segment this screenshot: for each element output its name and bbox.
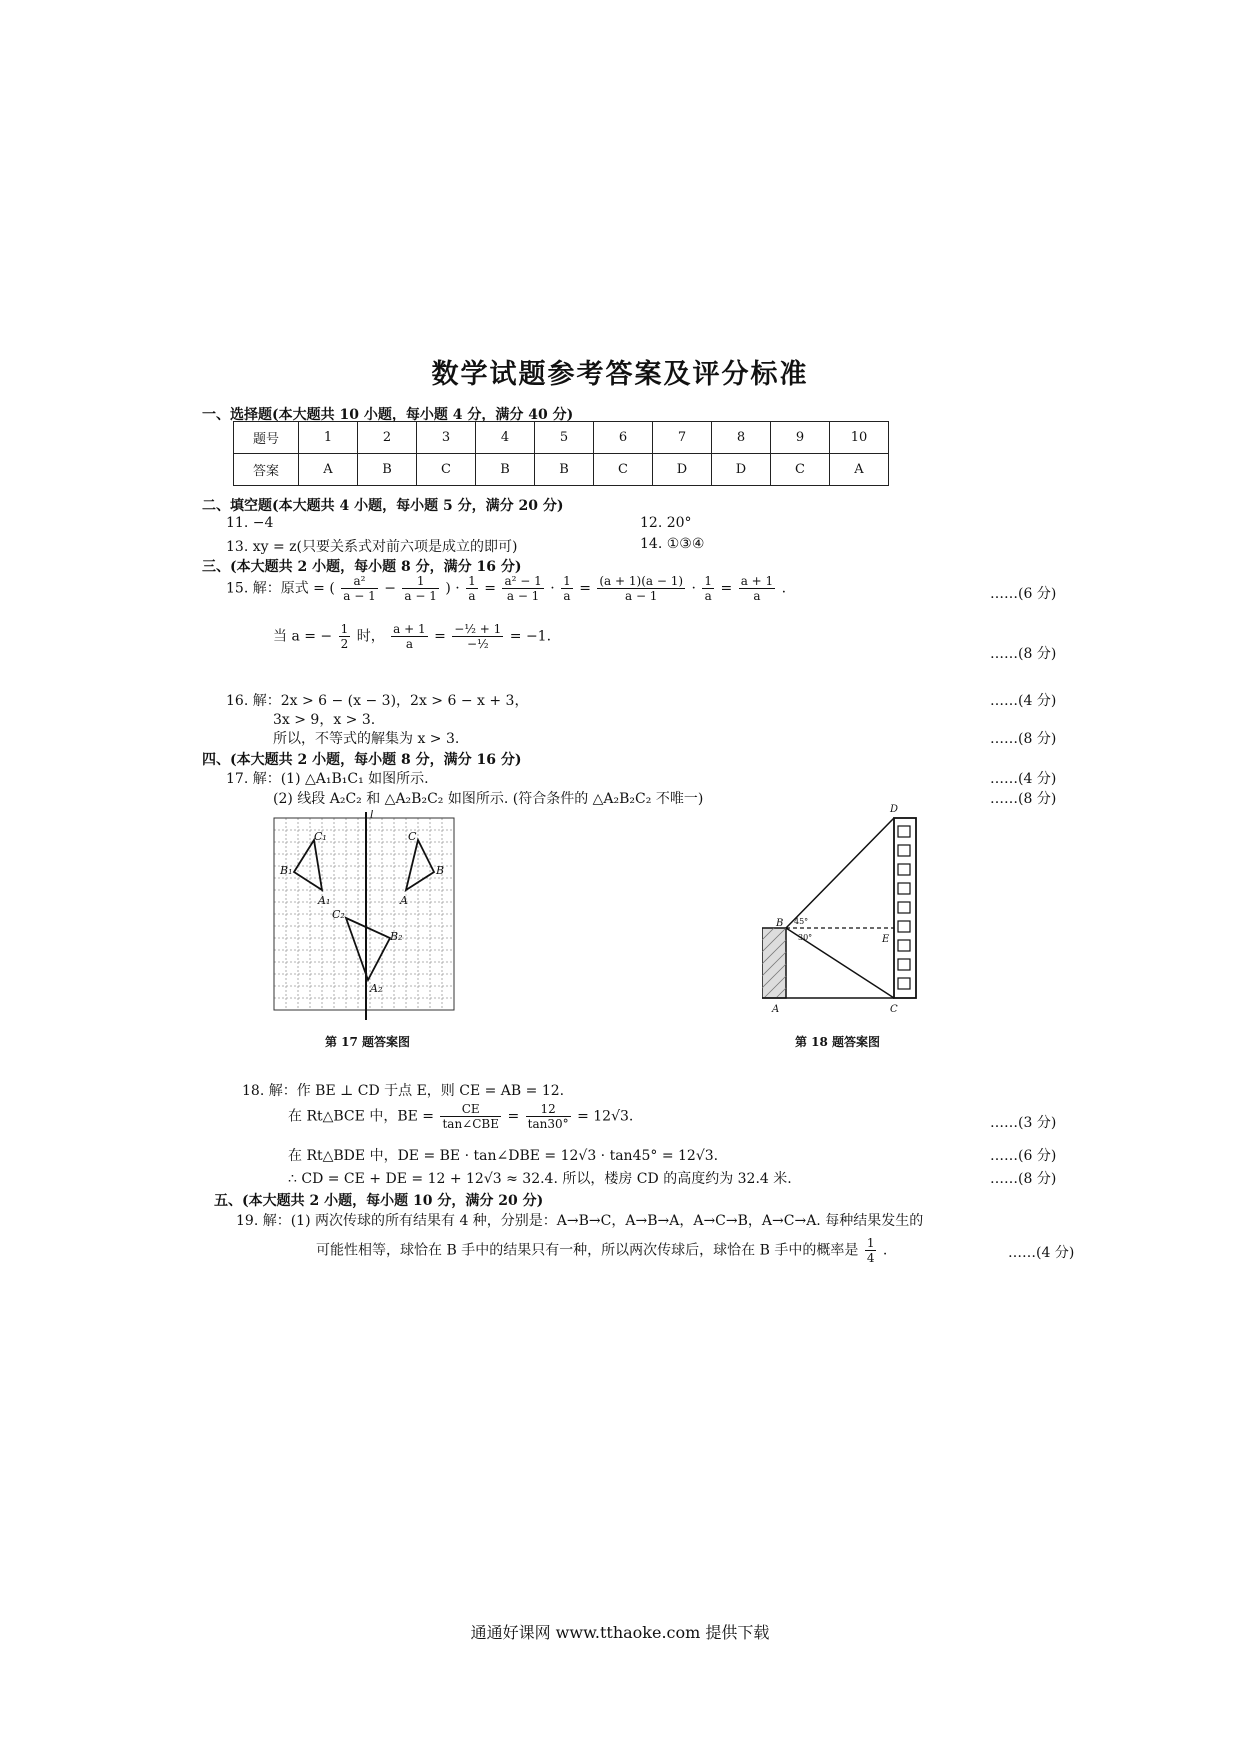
operator: · — [691, 580, 696, 597]
page-title: 数学试题参考答案及评分标准 — [431, 359, 809, 390]
answer-13: 13. xy = z(只要关系式对前六项是成立的即可) — [226, 539, 518, 555]
numerator: 1 — [468, 574, 476, 588]
q16-line-2: 3x > 9，x > 3. — [273, 712, 376, 728]
score-label: ……(4 分) — [1008, 1245, 1075, 1261]
answer-cell: D — [653, 454, 712, 486]
answer-12: 12. 20° — [640, 515, 692, 531]
denominator: a — [468, 589, 476, 603]
q15-line-2 — [273, 622, 551, 651]
label-c1: C₁ — [314, 830, 327, 843]
denominator: a — [704, 589, 712, 603]
denominator: 2 — [340, 637, 349, 651]
grid-lines — [274, 818, 454, 1010]
answer-14: 14. ①③④ — [640, 536, 705, 552]
fraction — [702, 574, 714, 603]
q18-line-4: ∴ CD = CE + DE = 12 + 12√3 ≈ 32.4. 所以，楼房 CD 的高度约为 32.4 米. — [288, 1171, 792, 1187]
numerator: −½ + 1 — [454, 622, 502, 636]
label-30deg: 30° — [798, 933, 813, 942]
label-b: B — [776, 918, 784, 929]
footer-credit: 通通好课网 www.tthaoke.com 提供下载 — [470, 1623, 770, 1642]
numerator: a + 1 — [393, 622, 426, 636]
label-a: A — [400, 894, 408, 907]
q18-l2-prefix: 在 Rt△BCE 中，BE = — [288, 1108, 435, 1125]
fraction — [466, 574, 478, 603]
q15-result: = −1. — [509, 628, 552, 645]
answer-cell: C — [771, 454, 830, 486]
fraction — [865, 1236, 877, 1265]
question-number-cell: 10 — [830, 422, 889, 454]
answer-cell: C — [417, 454, 476, 486]
score-label: ……(6 分) — [990, 586, 1057, 602]
figure-18-diagram — [762, 800, 942, 1020]
score-label: ……(6 分) — [990, 1148, 1057, 1164]
denominator: a — [405, 637, 413, 651]
score-label: ……(8 分) — [990, 791, 1057, 807]
q16-line-3: 所以，不等式的解集为 x > 3. — [273, 731, 460, 747]
table-header-cell: 答案 — [234, 454, 299, 486]
operator: − — [384, 580, 396, 597]
label-b: B — [436, 864, 445, 877]
period: . — [882, 1242, 888, 1259]
operator: = — [484, 580, 496, 597]
q17-line-2: (2) 线段 A₂C₂ 和 △A₂B₂C₂ 如图所示. (符合条件的 △A₂B₂C₂ 不唯一) — [273, 791, 704, 807]
q19-line-2 — [316, 1236, 887, 1265]
label-c: C — [408, 830, 417, 843]
score-label: ……(8 分) — [990, 731, 1057, 747]
label-a: A — [772, 1004, 780, 1015]
q18-line-3: 在 Rt△BDE 中，DE = BE · tan∠DBE = 12√3 · tan45° = 12√3. — [288, 1148, 719, 1164]
question-number-cell: 1 — [299, 422, 358, 454]
fraction — [391, 622, 427, 651]
numerator: 1 — [340, 622, 349, 636]
section-2-heading: 二、填空题(本大题共 4 小题，每小题 5 分，满分 20 分) — [202, 498, 564, 514]
score-label: ……(4 分) — [990, 771, 1057, 787]
answer-cell: B — [476, 454, 535, 486]
answer-cell: A — [299, 454, 358, 486]
triangle-a2b2c2 — [346, 918, 390, 980]
operator: · — [550, 580, 555, 597]
q15-when-text: 时， — [356, 628, 385, 645]
denominator: tan∠CBE — [442, 1117, 499, 1131]
fraction — [597, 574, 685, 603]
fraction — [502, 574, 543, 603]
score-label: ……(8 分) — [990, 646, 1057, 662]
denominator: a − 1 — [343, 589, 376, 603]
score-label: ……(3 分) — [990, 1115, 1057, 1131]
question-number-cell: 4 — [476, 422, 535, 454]
numerator: 1 — [563, 574, 571, 588]
q19-l2-text: 可能性相等，球恰在 B 手中的结果只有一种，所以两次传球后，球恰在 B 手中的概率是 — [316, 1242, 859, 1259]
denominator: −½ — [466, 637, 489, 651]
label-45deg: 45° — [794, 917, 809, 926]
numerator: a² — [341, 574, 377, 589]
label-b2: B₂ — [390, 930, 403, 943]
label-b1: B₁ — [280, 864, 293, 877]
answer-cell: C — [594, 454, 653, 486]
fraction — [440, 1102, 501, 1131]
fraction — [339, 622, 351, 651]
question-number-cell: 6 — [594, 422, 653, 454]
section-1-heading: 一、选择题(本大题共 10 小题，每小题 4 分，满分 40 分) — [202, 407, 574, 423]
numerator: (a + 1)(a − 1) — [599, 574, 684, 588]
section-4-heading: 四、(本大题共 2 小题，每小题 8 分，满分 16 分) — [202, 752, 522, 768]
denominator: a — [563, 589, 571, 603]
figure-18-caption: 第 18 题答案图 — [795, 1035, 881, 1049]
fraction — [739, 574, 775, 603]
figure-17-grid — [270, 810, 460, 1022]
numerator: a² − 1 — [504, 574, 542, 588]
label-a2: A₂ — [370, 982, 383, 995]
answer-11: 11. −4 — [226, 515, 274, 531]
q18-l2-suffix: = 12√3. — [577, 1108, 634, 1125]
label-a1: A₁ — [318, 894, 331, 907]
question-number-cell: 8 — [712, 422, 771, 454]
operator: = — [507, 1108, 520, 1125]
answer-cell: B — [535, 454, 594, 486]
score-label: ……(8 分) — [990, 1171, 1057, 1187]
answer-cell: D — [712, 454, 771, 486]
score-label: ……(4 分) — [990, 693, 1057, 709]
numerator: CE — [440, 1102, 501, 1117]
line-bd — [786, 818, 894, 928]
question-number-cell: 9 — [771, 422, 830, 454]
label-c: C — [890, 1004, 898, 1015]
q18-line-2 — [288, 1102, 633, 1131]
operator: = — [579, 580, 591, 597]
q15-line-1 — [226, 574, 786, 603]
denominator: 4 — [866, 1251, 875, 1265]
section-3-heading: 三、(本大题共 2 小题，每小题 8 分，满分 16 分) — [202, 559, 522, 575]
denominator: a − 1 — [624, 589, 658, 603]
fraction — [561, 574, 573, 603]
table-header-cell: 题号 — [234, 422, 299, 454]
denominator: a − 1 — [506, 589, 540, 603]
numerator: 12 — [526, 1102, 571, 1117]
label-l: l — [370, 810, 374, 821]
answer-cell: A — [830, 454, 889, 486]
numerator: 1 — [704, 574, 713, 588]
operator: = — [720, 580, 733, 597]
q15-when-prefix: 当 a = − — [273, 628, 333, 645]
fraction — [341, 574, 377, 603]
figure-17-caption: 第 17 题答案图 — [325, 1035, 411, 1049]
answer-cell: B — [358, 454, 417, 486]
table-row — [234, 454, 889, 486]
q18-line-1: 18. 解：作 BE ⊥ CD 于点 E，则 CE = AB = 12. — [242, 1083, 565, 1099]
table-row — [234, 422, 889, 454]
q19-line-1: 19. 解：(1) 两次传球的所有结果有 4 种，分别是：A→B→C，A→B→A，A→C→B，A→C→A. 每种结果发生的 — [236, 1213, 924, 1229]
denominator: a — [753, 589, 761, 603]
label-e: E — [882, 934, 890, 945]
fraction — [526, 1102, 571, 1131]
building-windows — [898, 826, 910, 989]
numerator: 1 — [866, 1236, 875, 1250]
denominator: tan30° — [527, 1117, 569, 1131]
answer-table — [233, 421, 889, 486]
denominator: a − 1 — [404, 589, 437, 603]
operator: = — [434, 628, 446, 645]
q15-prefix: 15. 解：原式 = ( — [226, 580, 335, 597]
label-d: D — [890, 804, 899, 815]
numerator: 1 — [402, 574, 438, 589]
fraction — [452, 622, 503, 651]
operator: ) · — [445, 580, 460, 597]
section-5-heading: 五、(本大题共 2 小题，每小题 10 分，满分 20 分) — [214, 1193, 544, 1209]
numerator: a + 1 — [740, 574, 774, 588]
question-number-cell: 5 — [535, 422, 594, 454]
label-c2: C₂ — [332, 908, 345, 921]
q16-line-1: 16. 解：2x > 6 − (x − 3)，2x > 6 − x + 3， — [226, 693, 529, 709]
question-number-cell: 7 — [653, 422, 712, 454]
fraction — [402, 574, 438, 603]
question-number-cell: 3 — [417, 422, 476, 454]
period: . — [781, 580, 787, 597]
q17-line-1: 17. 解：(1) △A₁B₁C₁ 如图所示. — [226, 771, 429, 787]
question-number-cell: 2 — [358, 422, 417, 454]
